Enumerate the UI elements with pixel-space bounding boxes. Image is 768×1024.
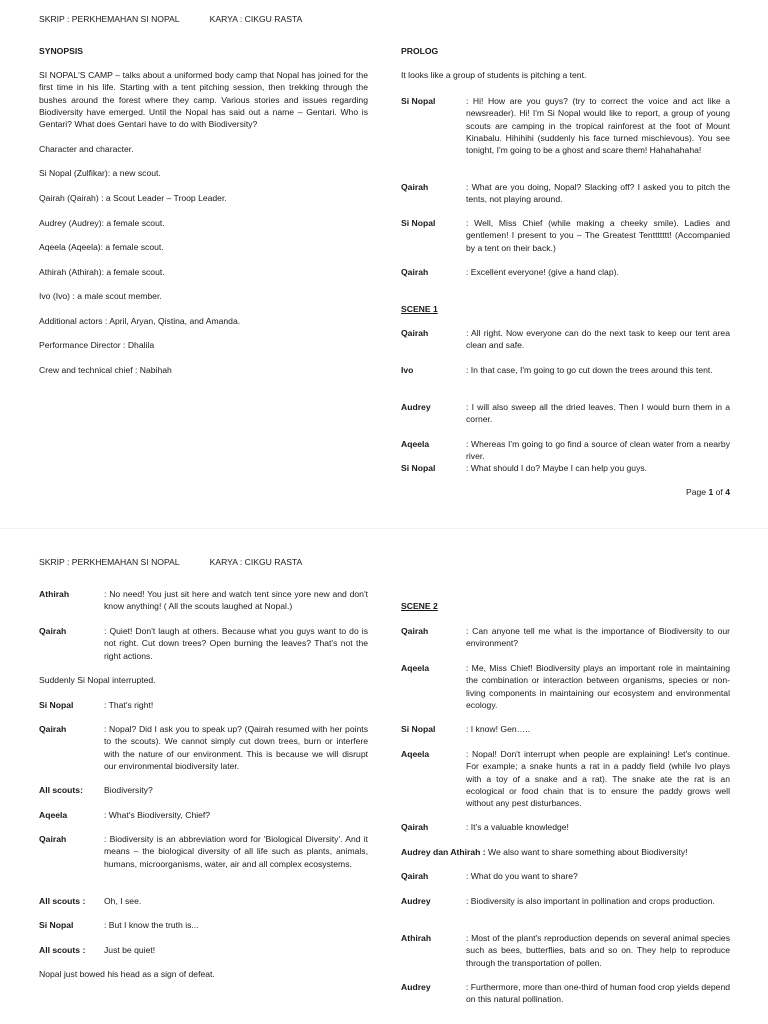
character-item: Aqeela (Aqeela): a female scout.	[39, 242, 164, 252]
speaker-name: Audrey	[401, 402, 431, 412]
dialogue-text: : Quiet! Don't laugh at others. Because what you guys want to do is not right. Cut down trees? Open burning the leaves? That's not the right actions.	[104, 626, 368, 661]
speaker-name: Audrey dan Athirah :	[401, 847, 486, 857]
speaker-name: Aqeela	[401, 439, 430, 449]
dialogue-text: : Can anyone tell me what is the importance of Biodiversity to our environment?	[466, 626, 730, 649]
speaker-name: Aqeela	[401, 749, 430, 759]
dialogue-text: : All right. Now everyone can do the next task to keep our tent area clean and safe.	[466, 328, 730, 351]
speaker-name: Athirah	[401, 933, 432, 943]
dialogue-text: Oh, I see.	[104, 896, 142, 906]
prolog-intro: It looks like a group of students is pitching a tent.	[401, 70, 587, 80]
speaker-name: All scouts:	[39, 785, 83, 795]
speaker-name: Aqeela	[39, 810, 68, 820]
dialogue-text: : Nopal! Don't interrupt when people are explaining! Let's continue. For example; a snake hunts a rat in a paddy field (while Ivo plays with a toy of a snake and a rat). The snake ate the rat is an ecological or food chain that is to ensure the paddy grows well without any pest disturbances.	[466, 749, 730, 809]
speaker-name: Si Nopal	[39, 700, 74, 710]
dialogue-row	[401, 846, 688, 858]
dialogue-text: : Me, Miss Chief! Biodiversity plays an important role in maintaining the combination or interaction between organisms, species or non-living components in maintaining our ecosystem and environmental ecology.	[466, 663, 730, 710]
speaker-name: Qairah	[39, 626, 67, 636]
page-divider	[0, 528, 768, 529]
author-credit: KARYA : CIKGU RASTA	[209, 557, 303, 567]
dialogue-text: : It's a valuable knowledge!	[466, 822, 569, 832]
speaker-name: Si Nopal	[39, 920, 74, 930]
dialogue-text: Biodiversity?	[104, 785, 153, 795]
speaker-name: All scouts :	[39, 896, 86, 906]
character-item: Audrey (Audrey): a female scout.	[39, 218, 165, 228]
dialogue-text: : I will also sweep all the dried leaves. Then I would burn them in a corner.	[466, 402, 730, 425]
speaker-name: Qairah	[401, 626, 429, 636]
dialogue-text: : But I know the truth is...	[104, 920, 199, 930]
character-item: Ivo (Ivo) : a male scout member.	[39, 291, 162, 301]
dialogue-text: : What do you want to share?	[466, 871, 578, 881]
dialogue-text: : Biodiversity is an abbreviation word for 'Biological Diversity'. And it means – the biological diversity of all life such as plants, animals, humans, microorganisms, water, air and all complex ecosystems.	[104, 834, 368, 869]
character-item: Additional actors : April, Aryan, Qistina, and Amanda.	[39, 316, 241, 326]
speaker-name: Qairah	[39, 724, 67, 734]
speaker-name: Si Nopal	[401, 463, 436, 473]
speaker-name: Aqeela	[401, 663, 430, 673]
dialogue-text: : What are you doing, Nopal? Slacking off? I asked you to pitch the tents, not playing around.	[466, 182, 730, 205]
scene1-heading: SCENE 1	[401, 304, 438, 314]
dialogue-text: : Hi! How are you guys? (try to correct the voice and act like a newsreader). Hi! I'm Si Nopal would like to report, a group of young scouts are camping in the tropical rainforest at the foot of Mount Kinabalu. Hihihihi (suddenly his face turned mischievous). You see tonight, I'm going to be a ghost and scare them! Hahahahaha!	[466, 96, 730, 156]
dialogue-text: : Whereas I'm going to go find a source of clean water from a nearby river.	[466, 439, 730, 462]
dialogue-text: We also want to share something about Biodiversity!	[485, 847, 688, 857]
dialogue-text: : In that case, I'm going to go cut down the trees around this tent.	[466, 365, 713, 375]
dialogue-text: : Furthermore, more than one-third of human food crop yields depend on this natural pollination.	[466, 982, 730, 1005]
character-item: Athirah (Athirah): a female scout.	[39, 267, 165, 277]
dialogue-text: : Well, Miss Chief (while making a cheeky smile). Ladies and gentlemen! I present to you – The Greatest Tenttttttt! (Accompanied by a tent on their back.)	[466, 218, 730, 253]
character-item: Crew and technical chief : Nabihah	[39, 365, 172, 375]
dialogue-text: Just be quiet!	[104, 945, 156, 955]
speaker-name: Ivo	[401, 365, 414, 375]
speaker-name: Qairah	[401, 871, 429, 881]
character-item: Qairah (Qairah) : a Scout Leader – Troop Leader.	[39, 193, 227, 203]
speaker-name: Audrey	[401, 982, 431, 992]
character-item: Si Nopal (Zulfikar): a new scout.	[39, 168, 161, 178]
page2-header	[39, 556, 302, 568]
narration: Suddenly Si Nopal interrupted.	[39, 675, 156, 685]
scene2-heading: SCENE 2	[401, 601, 438, 611]
speaker-name: Si Nopal	[401, 218, 436, 228]
page-number: Page 1 of 4	[686, 487, 730, 497]
dialogue-text: : I know! Gen…..	[466, 724, 530, 734]
speaker-name: Qairah	[401, 182, 429, 192]
speaker-name: Qairah	[401, 328, 429, 338]
speaker-name: Qairah	[401, 822, 429, 832]
speaker-name: Audrey	[401, 896, 431, 906]
speaker-name: Athirah	[39, 589, 70, 599]
page1-header	[39, 13, 302, 25]
speaker-name: Si Nopal	[401, 724, 436, 734]
dialogue-text: : That's right!	[104, 700, 154, 710]
dialogue-text: : Most of the plant's reproduction depends on several animal species such as bees, butterflies, bats and so on. They help to reproduce through the transportation of pollen.	[466, 933, 730, 968]
speaker-name: Qairah	[39, 834, 67, 844]
dialogue-text: : Nopal? Did I ask you to speak up? (Qairah resumed with her points to the scouts). We cannot simply cut down trees, burn or interfere with the nature of our environment. This is because we will disrupt our environmental biodiversity later.	[104, 724, 368, 771]
dialogue-text: : No need! You just sit here and watch tent since yore new and don't know anything! ( All the scouts laughed at Nopal.)	[104, 589, 368, 612]
script-title: SKRIP : PERKHEMAHAN SI NOPAL	[39, 14, 180, 24]
speaker-name: Qairah	[401, 267, 429, 277]
synopsis-heading: SYNOPSIS	[39, 46, 83, 56]
character-heading: Character and character.	[39, 144, 134, 154]
synopsis-text: SI NOPAL'S CAMP – talks about a uniformed body camp that Nopal has joined for the first time in his life. Starting with a tent pitching session, then trekking through the bushes around the forest where they camp. Various stories and issues regarding Biodiversity have emerged. Until the Nopal has said out a name – Gentari. Who is Gentari? What does Gentari have to do with Biodiversity?	[39, 70, 368, 130]
speaker-name: Si Nopal	[401, 96, 436, 106]
dialogue-text: : Excellent everyone! (give a hand clap).	[466, 267, 619, 277]
character-item: Performance Director : Dhalila	[39, 340, 155, 350]
dialogue-text: : What should I do? Maybe I can help you guys.	[466, 463, 648, 473]
narration: Nopal just bowed his head as a sign of defeat.	[39, 969, 215, 979]
speaker-name: All scouts :	[39, 945, 86, 955]
dialogue-text: : What's Biodiversity, Chief?	[104, 810, 211, 820]
prolog-heading: PROLOG	[401, 46, 439, 56]
dialogue-text: : Biodiversity is also important in pollination and crops production.	[466, 896, 715, 906]
script-title: SKRIP : PERKHEMAHAN SI NOPAL	[39, 557, 180, 567]
author-credit: KARYA : CIKGU RASTA	[209, 14, 303, 24]
